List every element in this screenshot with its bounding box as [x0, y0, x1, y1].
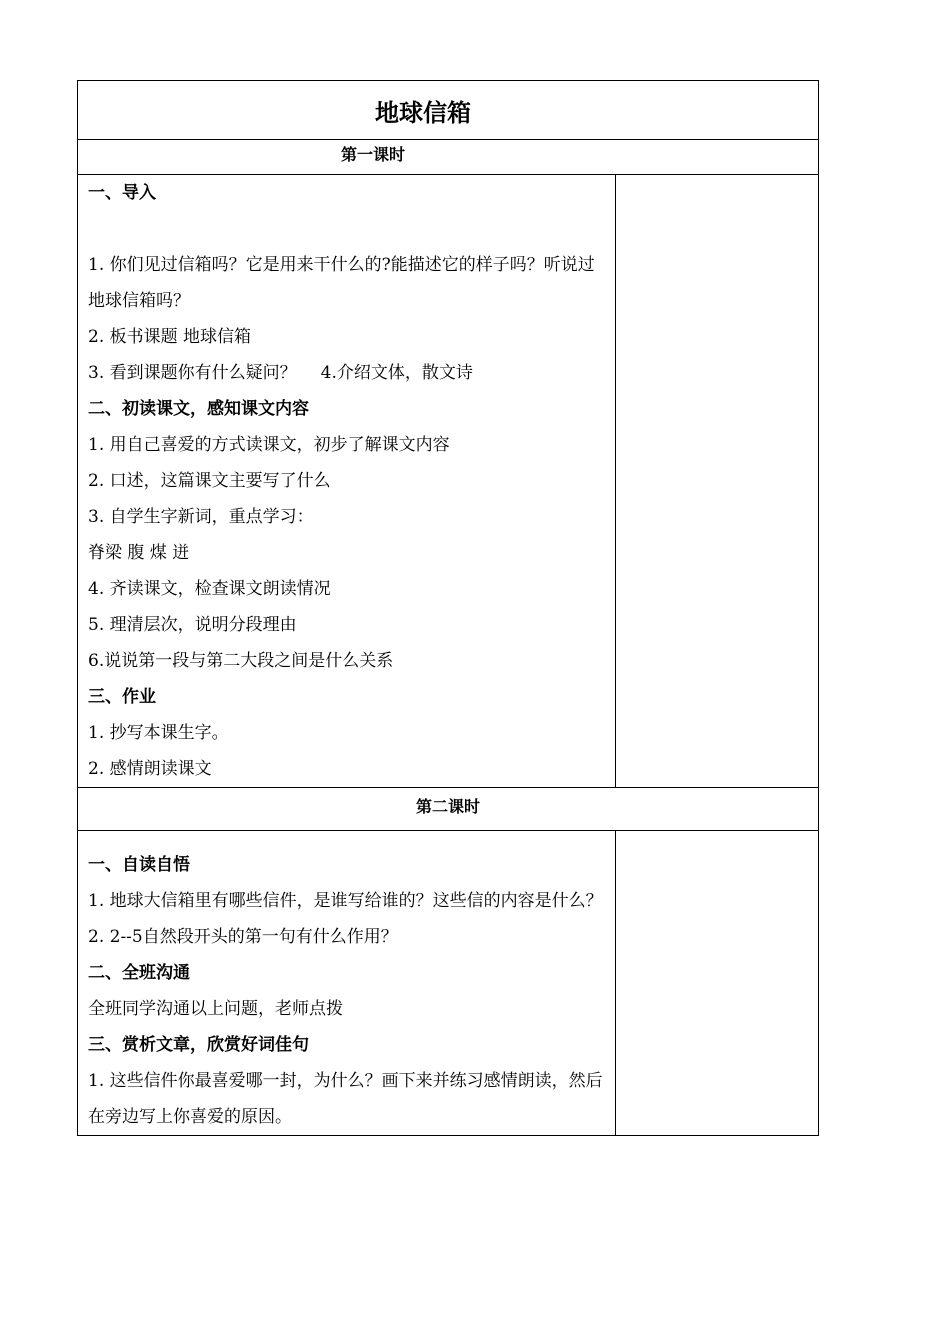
- lesson1-item: 4. 齐读课文，检查课文朗读情况: [88, 579, 331, 599]
- lesson1-item: 3. 看到课题你有什么疑问？ 4.介绍文体，散文诗: [88, 363, 473, 383]
- title-row: [78, 81, 819, 140]
- lesson1-item: 2. 感情朗读课文: [88, 759, 212, 779]
- lesson1-item: 1. 你们见过信箱吗？它是用来干什么的?能描述它的样子吗？听说过地球信箱吗？: [88, 255, 595, 311]
- lesson1-words: 脊梁 腹 煤 迸: [88, 543, 190, 563]
- lesson-plan-table: [77, 80, 819, 1136]
- lesson1-item: 1. 抄写本课生字。: [88, 723, 229, 743]
- lesson1-section2-title: 二、初读课文，感知课文内容: [88, 399, 309, 419]
- lesson1-item: 1. 用自己喜爱的方式读课文，初步了解课文内容: [88, 435, 450, 455]
- lesson1-content: [78, 175, 616, 788]
- lesson2-notes-column: [616, 831, 819, 1136]
- lesson1-item: 3. 自学生字新词，重点学习：: [88, 507, 314, 527]
- document-title: 地球信箱: [375, 98, 471, 127]
- lesson2-section1-title: 一、自读自悟: [88, 855, 190, 875]
- lesson2-text: 全班同学沟通以上问题，老师点拨: [88, 999, 343, 1019]
- lesson1-heading-row: [78, 140, 819, 175]
- lesson2-item: 2. 2--5自然段开头的第一句有什么作用？: [88, 927, 398, 947]
- lesson1-item: 6.说说第一段与第二大段之间是什么关系: [88, 651, 394, 671]
- lesson2-section2-title: 二、全班沟通: [88, 963, 190, 983]
- lesson2-heading-row: [78, 788, 819, 831]
- lesson1-item: 2. 口述，这篇课文主要写了什么: [88, 471, 331, 491]
- lesson1-heading: 第一课时: [340, 144, 405, 164]
- lesson1-item: 5. 理清层次，说明分段理由: [88, 615, 297, 635]
- lesson2-section3-title: 三、赏析文章，欣赏好词佳句: [88, 1035, 309, 1055]
- lesson2-content: [78, 831, 616, 1136]
- lesson2-item: 1. 地球大信箱里有哪些信件，是谁写给谁的？这些信的内容是什么？: [88, 891, 603, 911]
- lesson2-heading: 第二课时: [415, 796, 480, 816]
- lesson1-section1-title: 一、导入: [88, 183, 156, 203]
- lesson1-section3-title: 三、作业: [88, 687, 156, 707]
- lesson1-item: 2. 板书课题 地球信箱: [88, 327, 252, 347]
- lesson1-notes-column: [616, 175, 819, 788]
- lesson2-item: 1. 这些信件你最喜爱哪一封，为什么？画下来并练习感情朗读，然后在旁边写上你喜爱的原因。: [88, 1071, 603, 1127]
